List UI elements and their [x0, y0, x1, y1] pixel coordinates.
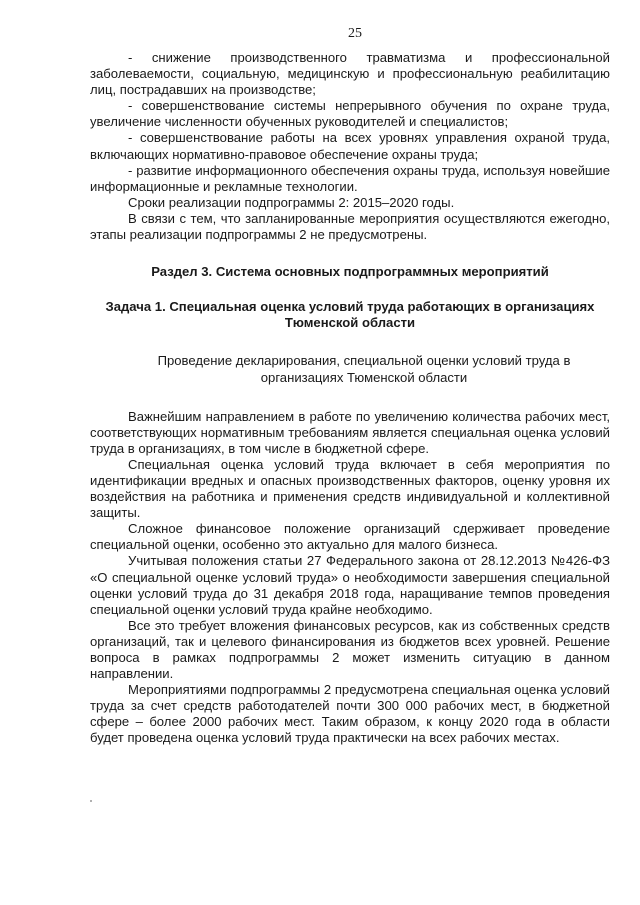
paragraph: Все это требует вложения финансовых ресурсов, как из собственных средств организаций, так и целевого финансирования из бюджетов всех уровней. Решение вопроса в рамках подпрограммы 2 может изменить ситуацию в данном направлении.	[90, 617, 610, 682]
body-block	[90, 409, 610, 747]
intro-block	[90, 50, 610, 243]
page-number: 25	[348, 26, 362, 41]
paragraph: Мероприятиями подпрограммы 2 предусмотрена специальная оценка условий труда за счет средств работодателей почти 300 000 рабочих мест, в бюджетной сфере – более 2000 рабочих мест. Таким образом, к концу 2020 года в области будет проведена оценка условий труда практически на всех рабочих местах.	[90, 682, 610, 746]
section-title: Раздел 3. Система основных подпрограммных мероприятий	[151, 264, 549, 280]
paragraph: Важнейшим направлением в работе по увеличению количества рабочих мест, соответствующих нормативным требованиям является специальная оценка условий труда в организациях, в том числе в бюджетной сфере.	[90, 408, 610, 456]
list-item: - совершенствование системы непрерывного обучения по охране труда, увеличение численности обученных руководителей и специалистов;	[90, 98, 610, 130]
paragraph: Сроки реализации подпрограммы 2: 2015–2020 годы.	[128, 194, 455, 210]
paragraph: В связи с тем, что запланированные мероприятия осуществляются ежегодно, этапы реализации подпрограммы 2 не предусмотрены.	[90, 210, 610, 243]
list-item: - совершенствование работы на всех уровнях управления охраной труда, включающих нормативно-правовое обеспечение охраны труда;	[90, 130, 610, 162]
task-title: Задача 1. Специальная оценка условий труда работающих в организациях Тюменской области	[105, 299, 595, 331]
paragraph: Специальная оценка условий труда включает в себя мероприятия по идентификации вредных и опасных производственных факторов, оценку уровня их воздействия на работника и применения средств индивидуальной и коллективной защиты.	[90, 456, 610, 521]
list-item: - снижение производственного травматизма и профессиональной заболеваемости, социальную, медицинскую и профессиональную реабилитацию лиц, пострадавших на производстве;	[90, 50, 610, 98]
scan-dot	[90, 800, 92, 802]
activity-title: Проведение декларирования, специальной оценки условий труда в организациях Тюменской области	[157, 353, 571, 385]
list-item: - развитие информационного обеспечения охраны труда, используя новейшие информационные и рекламные технологии.	[90, 162, 610, 194]
paragraph: Сложное финансовое положение организаций сдерживает проведение специальной оценки, особенно это актуально для малого бизнеса.	[90, 521, 610, 553]
paragraph: Учитывая положения статьи 27 Федерального закона от 28.12.2013 №426-ФЗ «О специальной оценке условий труда» о необходимости завершения специальной оценки условий труда до 31 декабря 2018 года, наращивание темпов проведения специальной оценки условий труда крайне необходимо.	[90, 553, 610, 617]
